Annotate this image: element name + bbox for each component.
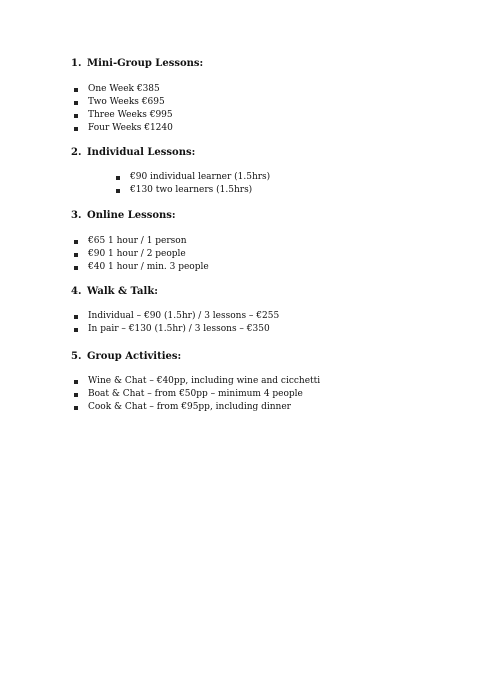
- section-number: 2.: [71, 147, 82, 158]
- list-item: Three Weeks €995: [72, 109, 173, 122]
- section-heading-mini-group: [71, 57, 203, 70]
- list-item: Cook & Chat – from €95pp, including dinner: [72, 401, 320, 414]
- section-heading-group-activities: [71, 350, 181, 363]
- list-item: Two Weeks €695: [72, 96, 173, 109]
- list-item: Boat & Chat – from €50pp – minimum 4 people: [72, 388, 320, 401]
- list-item: €130 two learners (1.5hrs): [114, 184, 270, 197]
- price-list-mini-group: [72, 83, 173, 135]
- section-title: Individual Lessons:: [87, 147, 196, 158]
- section-title: Walk & Talk:: [87, 286, 158, 297]
- section-heading-walk-talk: [71, 285, 158, 298]
- list-item: €90 1 hour / 2 people: [72, 248, 209, 261]
- price-list-group-activities: [72, 375, 320, 414]
- list-item: In pair – €130 (1.5hr) / 3 lessons – €350: [72, 323, 279, 336]
- section-number: 1.: [71, 58, 82, 69]
- price-list-individual: [114, 171, 270, 197]
- list-item: €90 individual learner (1.5hrs): [114, 171, 270, 184]
- list-item: Wine & Chat – €40pp, including wine and cicchetti: [72, 375, 320, 388]
- list-item: €40 1 hour / min. 3 people: [72, 261, 209, 274]
- section-title: Mini-Group Lessons:: [87, 58, 204, 69]
- section-title: Online Lessons:: [87, 210, 176, 221]
- section-heading-individual: [71, 146, 195, 159]
- list-item: Four Weeks €1240: [72, 122, 173, 135]
- price-list-online: [72, 235, 209, 274]
- section-number: 4.: [71, 286, 82, 297]
- section-heading-online: [71, 209, 176, 222]
- list-item: Individual – €90 (1.5hr) / 3 lessons – €255: [72, 310, 279, 323]
- list-item: One Week €385: [72, 83, 173, 96]
- list-item: €65 1 hour / 1 person: [72, 235, 209, 248]
- section-title: Group Activities:: [87, 351, 182, 362]
- section-number: 5.: [71, 351, 82, 362]
- price-list-walk-talk: [72, 310, 279, 336]
- section-number: 3.: [71, 210, 82, 221]
